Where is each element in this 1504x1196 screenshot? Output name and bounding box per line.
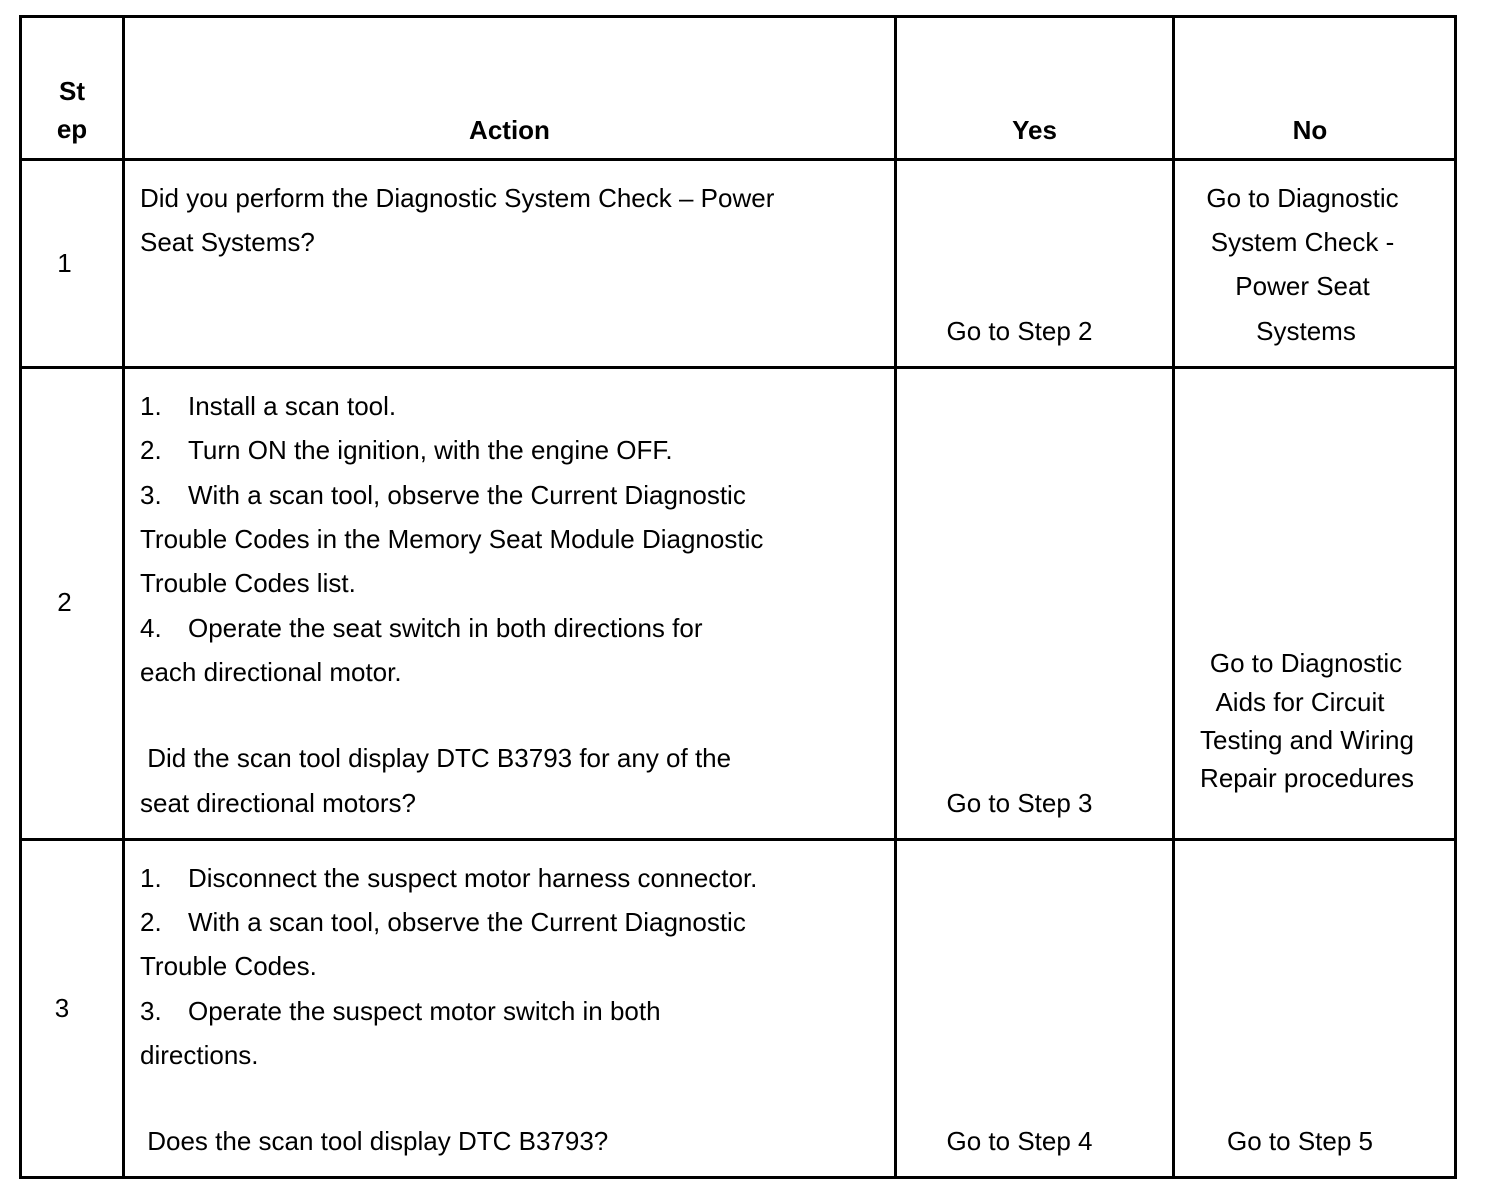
action-item: [140, 428, 673, 472]
action-item: [140, 650, 402, 694]
step-number: 3: [54, 993, 70, 1023]
item-text: Trouble Codes.: [140, 951, 317, 981]
header-no: No: [1292, 115, 1328, 145]
no-result: Go to Step 5: [1227, 1126, 1373, 1156]
item-text: Trouble Codes in the Memory Seat Module Diagnostic: [140, 524, 764, 554]
question-text: seat directional motors?: [140, 788, 417, 818]
item-number: 1.: [140, 863, 162, 893]
action-item: [140, 1033, 259, 1077]
item-text: With a scan tool, observe the Current Diagnostic: [188, 907, 746, 937]
item-text: With a scan tool, observe the Current Diagnostic: [188, 480, 746, 510]
no-result: Repair procedures: [1200, 763, 1414, 793]
column-divider: [894, 18, 897, 1176]
item-text: Operate the suspect motor switch in both: [188, 996, 661, 1026]
item-text: Disconnect the suspect motor harness connector.: [188, 863, 758, 893]
diagnostic-table: [19, 15, 1457, 1179]
no-result: Systems: [1256, 316, 1356, 346]
question-text: Does the scan tool display DTC B3793?: [140, 1126, 609, 1156]
item-text: each directional motor.: [140, 657, 402, 687]
yes-result: Go to Step 3: [946, 788, 1093, 818]
yes-result: Go to Step 2: [946, 316, 1093, 346]
action-item: [140, 606, 703, 650]
header-step: St ep: [56, 76, 88, 144]
item-text: Operate the seat switch in both directions for: [188, 613, 703, 643]
item-number: 3.: [140, 480, 162, 510]
no-result: Go to Diagnostic: [1206, 183, 1399, 213]
row-divider: [22, 838, 1454, 841]
action-item: [140, 561, 356, 605]
no-result: Aids for Circuit: [1215, 687, 1385, 717]
item-number: 2.: [140, 907, 162, 937]
no-result: Testing and Wiring: [1200, 725, 1414, 755]
item-text: Install a scan tool.: [188, 391, 397, 421]
no-result: Go to Diagnostic: [1209, 648, 1403, 678]
item-text: directions.: [140, 1040, 259, 1070]
question-text: Did the scan tool display DTC B3793 for any of the: [140, 743, 732, 773]
action-item: [140, 900, 746, 944]
no-result: System Check -: [1210, 227, 1395, 257]
action-text: Seat Systems?: [140, 227, 315, 257]
header-action: Action: [469, 115, 550, 145]
item-number: 4.: [140, 613, 162, 643]
action-item: [140, 944, 317, 988]
action-item: [140, 856, 757, 900]
step-number: 2: [57, 587, 72, 617]
column-divider: [122, 18, 125, 1176]
item-text: Turn ON the ignition, with the engine OFF.: [188, 435, 673, 465]
row-divider: [22, 366, 1454, 369]
item-number: 3.: [140, 996, 162, 1026]
action-item: [140, 473, 746, 517]
action-item: [140, 989, 661, 1033]
yes-result: Go to Step 4: [946, 1126, 1093, 1156]
header-yes: Yes: [1012, 115, 1057, 145]
step-number: 1: [57, 248, 72, 278]
item-number: 2.: [140, 435, 162, 465]
row-divider: [22, 158, 1454, 161]
item-text: Trouble Codes list.: [140, 568, 356, 598]
action-item: [140, 517, 763, 561]
action-text: Did you perform the Diagnostic System Check – Power: [140, 183, 775, 213]
action-item: [140, 384, 396, 428]
item-number: 1.: [140, 391, 162, 421]
no-result: Power Seat: [1235, 271, 1370, 301]
